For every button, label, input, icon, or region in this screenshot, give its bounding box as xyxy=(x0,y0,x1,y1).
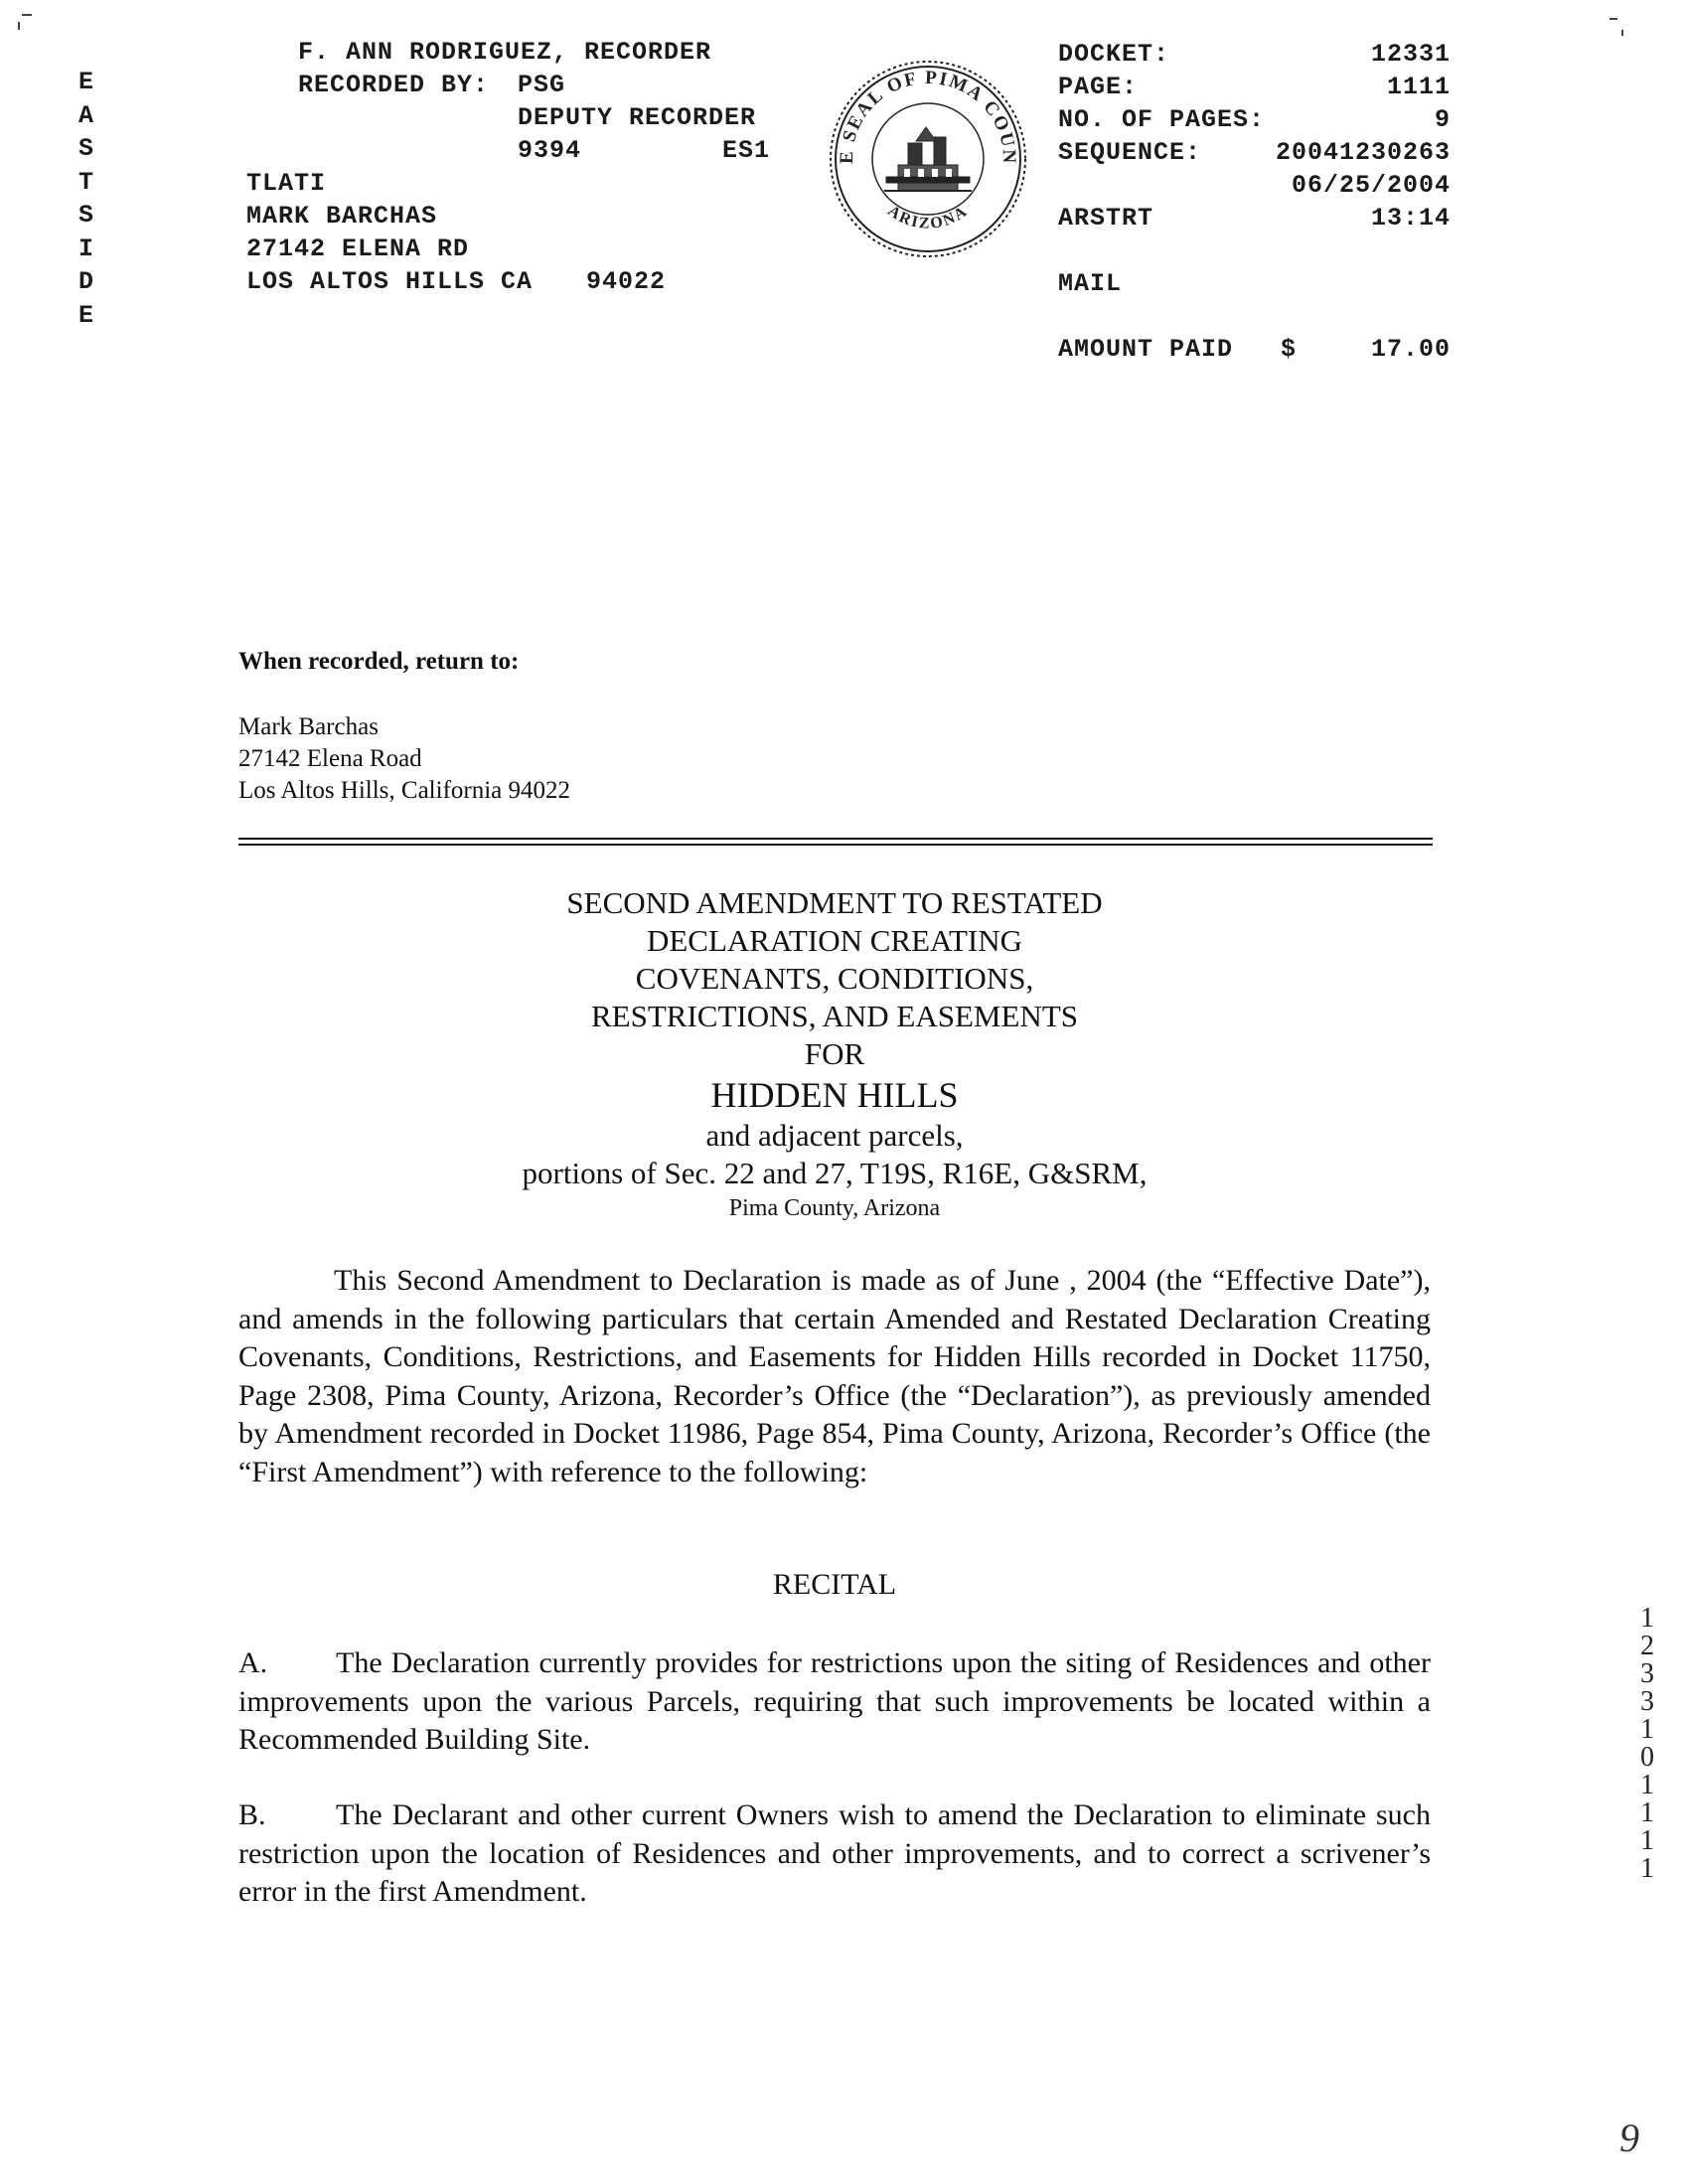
margin-digit: 0 xyxy=(1640,1742,1654,1773)
docket-row-label: ARSTRT xyxy=(1058,204,1154,233)
return-to-address xyxy=(238,711,570,807)
mail-to-street: 27142 ELENA RD xyxy=(246,234,470,263)
docket-row-label: PAGE: xyxy=(1058,73,1139,101)
title-project-name: HIDDEN HILLS xyxy=(710,1075,959,1115)
docket-row-value: 12331 xyxy=(1370,40,1451,69)
title-line: SECOND AMENDMENT TO RESTATED xyxy=(566,885,1103,920)
pima-county-seal xyxy=(827,58,1029,260)
side-stamp-eastside xyxy=(76,66,97,332)
scan-mark xyxy=(1610,18,1617,20)
docket-row xyxy=(1058,333,1451,366)
seal-top-text: E SEAL OF PIMA COUN xyxy=(836,67,1020,166)
docket-row-label: NO. OF PAGES: xyxy=(1058,105,1266,134)
margin-digit: 2 xyxy=(1640,1631,1654,1661)
margin-digit: 1 xyxy=(1640,1603,1654,1634)
title-subtitle-sections: portions of Sec. 22 and 27, T19S, R16E, G&SRM, xyxy=(522,1156,1148,1190)
recorder-name: F. ANN RODRIGUEZ, RECORDER xyxy=(298,38,712,67)
title-line: DECLARATION CREATING xyxy=(646,923,1022,958)
mail-to-city: LOS ALTOS HILLS CA xyxy=(246,267,534,296)
side-stamp-letter: T xyxy=(77,167,94,197)
docket-row-label: MAIL xyxy=(1058,269,1123,298)
docket-row-label: AMOUNT PAID $ xyxy=(1058,335,1298,364)
docket-info-block xyxy=(1058,38,1451,366)
docket-row xyxy=(1058,267,1451,300)
title-line: FOR xyxy=(804,1036,865,1071)
docket-row xyxy=(1058,300,1451,333)
recital-heading: RECITAL xyxy=(772,1568,897,1601)
side-stamp-letter: S xyxy=(77,201,94,230)
side-stamp-letter: S xyxy=(77,134,94,163)
side-stamp-letter: I xyxy=(77,234,94,263)
docket-row xyxy=(1058,38,1451,71)
docket-row-value: 06/25/2004 xyxy=(1291,171,1451,200)
header-divider-second xyxy=(238,844,1433,846)
docket-row-label: SEQUENCE: xyxy=(1058,138,1202,167)
mail-to-name: MARK BARCHAS xyxy=(246,202,438,231)
docket-row-value: 17.00 xyxy=(1370,335,1451,364)
title-county: Pima County, Arizona xyxy=(728,1195,941,1221)
recital-a-letter: A. xyxy=(238,1646,268,1679)
margin-digit: 1 xyxy=(1640,1853,1654,1884)
seal-bottom-text: ARIZONA xyxy=(884,202,972,233)
docket-row-label: DOCKET: xyxy=(1058,40,1170,69)
intro-paragraph: This Second Amendment to Declaration is made as of June , 2004 (the “Effective Date”), and amends in the following particulars that certain Amended and Restated Declaration Creating Covenants, Conditions, Restrictions, and Easements for Hidden Hills recorded in Docket 11750, Page 2308, Pima County, Arizona, Recorder’s Office (the “Declaration”), as previously amended by Amendment recorded in Docket 11986, Page 854, Pima County, Arizona, Recorder’s Office (the “First Amendment”) with reference to the following: xyxy=(238,1264,1431,1488)
seal-building-icon xyxy=(884,127,972,191)
deputy-title: DEPUTY RECORDER xyxy=(518,103,757,132)
recital-a-paragraph xyxy=(238,1644,1431,1760)
title-line: RESTRICTIONS, AND EASEMENTS xyxy=(590,999,1078,1033)
side-stamp-letter: E xyxy=(77,300,94,330)
docket-row-value: 13:14 xyxy=(1370,204,1451,233)
docket-row xyxy=(1058,103,1451,136)
recital-b-text: The Declarant and other current Owners wish to amend the Declaration to eliminate such restriction upon the location of Residences and other improvements, and to correct a scrivener’s error in the first Amendment. xyxy=(238,1798,1431,1908)
return-to-line: Los Altos Hills, California 94022 xyxy=(238,777,571,804)
svg-text:ARIZONA xyxy=(884,203,971,233)
side-stamp-letter: D xyxy=(77,267,94,296)
docket-row-value: 1111 xyxy=(1386,73,1451,101)
mail-to-code: TLATI xyxy=(246,169,327,198)
corner-page-mark: 9 xyxy=(1619,2115,1639,2160)
return-to-line: Mark Barchas xyxy=(238,713,379,740)
scan-mark xyxy=(1621,30,1623,36)
docket-row-value: 9 xyxy=(1434,105,1451,134)
title-line: COVENANTS, CONDITIONS, xyxy=(635,961,1034,996)
margin-digit: 1 xyxy=(1640,1797,1654,1828)
return-to-label: When recorded, return to: xyxy=(238,648,520,675)
header-divider xyxy=(238,838,1433,840)
scan-mark xyxy=(18,22,20,30)
deputy-number: 9394 xyxy=(518,136,582,165)
return-to-line: 27142 Elena Road xyxy=(238,745,422,772)
scan-mark xyxy=(22,14,32,16)
docket-row xyxy=(1058,136,1451,169)
docket-row xyxy=(1058,234,1451,267)
recital-a-text: The Declaration currently provides for restrictions upon the siting of Residences and other improvements upon the various Parcels, requiring that such improvements be located within a Recommended Building Site. xyxy=(238,1646,1431,1756)
mail-to-zip: 94022 xyxy=(586,267,667,296)
recital-b-paragraph xyxy=(238,1796,1431,1912)
recital-b-letter: B. xyxy=(238,1798,266,1831)
margin-docket-number xyxy=(1632,1605,1662,1883)
recorded-by-value: PSG xyxy=(518,71,566,99)
margin-digit: 1 xyxy=(1640,1825,1654,1856)
document-title xyxy=(338,884,1331,1224)
margin-digit: 3 xyxy=(1640,1658,1654,1689)
deputy-code: ES1 xyxy=(722,136,771,165)
docket-row xyxy=(1058,71,1451,103)
docket-row xyxy=(1058,202,1451,234)
docket-row-value: 20041230263 xyxy=(1275,138,1451,167)
margin-digit: 1 xyxy=(1640,1714,1654,1745)
recorded-by-label: RECORDED BY: xyxy=(298,71,490,99)
margin-digit: 1 xyxy=(1640,1770,1654,1800)
side-stamp-letter: E xyxy=(77,68,94,96)
docket-row xyxy=(1058,169,1451,202)
margin-digit: 3 xyxy=(1640,1686,1654,1717)
side-stamp-letter: A xyxy=(77,100,94,130)
title-subtitle-parcels: and adjacent parcels, xyxy=(705,1118,964,1153)
svg-text:THE SEAL OF PIMA COUNTY xyxy=(827,58,1019,165)
